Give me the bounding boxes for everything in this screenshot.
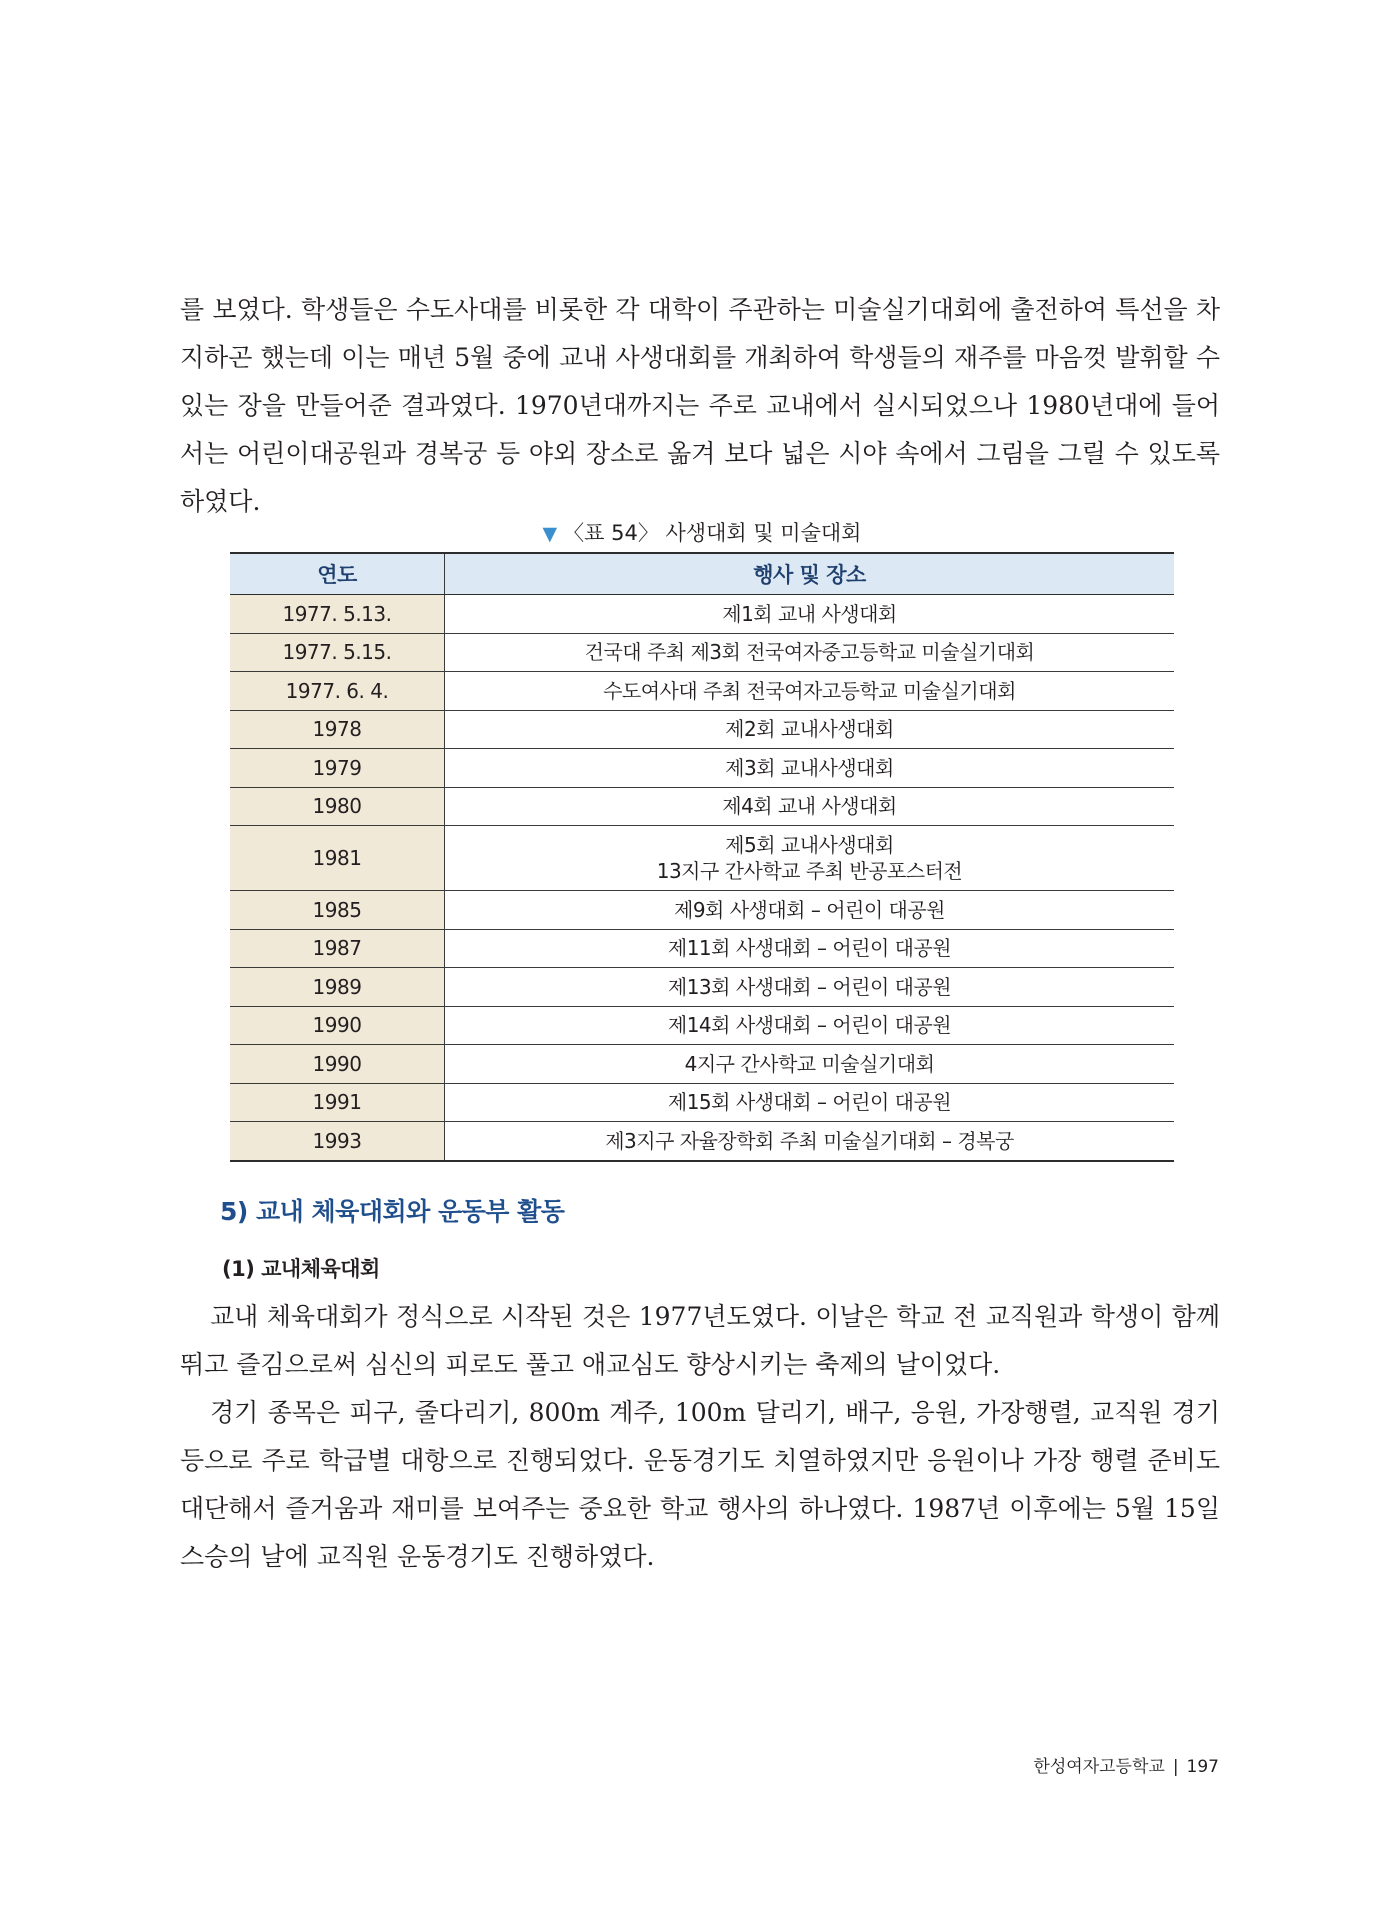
row-year: 1977. 5.15. bbox=[230, 633, 445, 672]
body-paragraph-2: 경기 종목은 피구, 줄다리기, 800m 계주, 100m 달리기, 배구, 응원, 가장행렬, 교직원 경기 등으로 주로 학급별 대항으로 진행되었다. 운동경기도 치열하였지만 응원이나 가장 행렬 준비도 대단해서 즐거움과 재미를 보여주는 중요한 학교 행사의 하나였다. 1987년 이후에는 5월 15일 스승의 날에 교직원 운동경기도 진행하였다. bbox=[180, 1398, 1220, 1571]
event-line: 수도여사대 주최 전국여자고등학교 미술실기대회 bbox=[603, 678, 1016, 703]
table-body bbox=[230, 595, 1174, 1161]
row-event bbox=[445, 787, 1175, 826]
row-event bbox=[445, 672, 1175, 711]
page-number: 197 bbox=[1186, 1757, 1219, 1777]
row-year: 1990 bbox=[230, 1006, 445, 1045]
footer-school-name: 한성여자고등학교 bbox=[1033, 1757, 1165, 1777]
table-row bbox=[230, 1006, 1174, 1045]
sub-heading: (1) 교내체육대회 bbox=[222, 1257, 380, 1281]
row-event bbox=[445, 929, 1175, 968]
table-row bbox=[230, 595, 1174, 634]
row-event bbox=[445, 1045, 1175, 1084]
event-line: 4지구 간사학교 미술실기대회 bbox=[684, 1051, 935, 1076]
table-row bbox=[230, 749, 1174, 788]
section-heading: 5) 교내 체육대회와 운동부 활동 bbox=[220, 1197, 565, 1226]
row-year: 1991 bbox=[230, 1083, 445, 1122]
row-event bbox=[445, 968, 1175, 1007]
event-line: 제4회 교내 사생대회 bbox=[722, 794, 897, 819]
row-event bbox=[445, 595, 1175, 634]
row-year: 1989 bbox=[230, 968, 445, 1007]
row-year: 1979 bbox=[230, 749, 445, 788]
row-year: 1993 bbox=[230, 1122, 445, 1161]
table-row bbox=[230, 787, 1174, 826]
table-row bbox=[230, 929, 1174, 968]
row-event bbox=[445, 1006, 1175, 1045]
table-row bbox=[230, 710, 1174, 749]
row-event bbox=[445, 633, 1175, 672]
body-paragraph-1: 교내 체육대회가 정식으로 시작된 것은 1977년도였다. 이날은 학교 전 교직원과 학생이 함께 뛰고 즐김으로써 심신의 피로도 풀고 애교심도 향상시키는 축제의 날이었다. bbox=[180, 1302, 1220, 1379]
row-year: 1981 bbox=[230, 826, 445, 891]
event-line: 제14회 사생대회 – 어린이 대공원 bbox=[667, 1013, 952, 1038]
event-line: 건국대 주최 제3회 전국여자중고등학교 미술실기대회 bbox=[584, 640, 1035, 665]
row-event bbox=[445, 1083, 1175, 1122]
event-line: 제3지구 자율장학회 주최 미술실기대회 – 경복궁 bbox=[605, 1128, 1014, 1153]
event-line: 제1회 교내 사생대회 bbox=[722, 601, 897, 626]
table-caption bbox=[230, 516, 1174, 550]
event-line: 제13회 사생대회 – 어린이 대공원 bbox=[667, 974, 952, 999]
row-year: 1985 bbox=[230, 891, 445, 930]
triangle-down-icon: ▼ bbox=[542, 523, 558, 545]
row-year: 1977. 6. 4. bbox=[230, 672, 445, 711]
row-event bbox=[445, 1122, 1175, 1161]
header-event: 행사 및 장소 bbox=[445, 553, 1175, 595]
row-event bbox=[445, 710, 1175, 749]
table-row bbox=[230, 1122, 1174, 1161]
event-line: 13지구 간사학교 주최 반공포스터전 bbox=[656, 859, 963, 883]
intro-paragraph: 를 보였다. 학생들은 수도사대를 비롯한 각 대학이 주관하는 미술실기대회에 출전하여 특선을 차지하곤 했는데 이는 매년 5월 중에 교내 사생대회를 개최하여 학생들의 재주를 마음껏 발휘할 수 있는 장을 만들어준 결과였다. 1970년대까지는 주로 교내에서 실시되었으나 1980년대에 들어서는 어린이대공원과 경복궁 등 야외 장소로 옮겨 보다 넓은 시야 속에서 그림을 그릴 수 있도록 하였다. bbox=[180, 295, 1220, 516]
event-line: 제9회 사생대회 – 어린이 대공원 bbox=[674, 897, 945, 922]
row-year: 1987 bbox=[230, 929, 445, 968]
table-row bbox=[230, 672, 1174, 711]
row-year: 1977. 5.13. bbox=[230, 595, 445, 634]
table-row bbox=[230, 633, 1174, 672]
event-line: 제2회 교내사생대회 bbox=[725, 717, 894, 742]
event-line: 제11회 사생대회 – 어린이 대공원 bbox=[667, 936, 952, 961]
table-row bbox=[230, 826, 1174, 891]
row-year: 1978 bbox=[230, 710, 445, 749]
table-row bbox=[230, 891, 1174, 930]
header-year: 연도 bbox=[230, 553, 445, 595]
row-year: 1990 bbox=[230, 1045, 445, 1084]
table-row bbox=[230, 1083, 1174, 1122]
table-row bbox=[230, 968, 1174, 1007]
table-header-row bbox=[230, 553, 1174, 595]
table-caption-text: 〈표 54〉 사생대회 및 미술대회 bbox=[563, 521, 862, 545]
footer-separator: | bbox=[1172, 1757, 1179, 1777]
event-line: 제5회 교내사생대회 bbox=[725, 833, 894, 857]
row-event bbox=[445, 749, 1175, 788]
row-year: 1980 bbox=[230, 787, 445, 826]
page-footer bbox=[1033, 1752, 1219, 1777]
event-line: 제15회 사생대회 – 어린이 대공원 bbox=[667, 1090, 952, 1115]
event-line: 제3회 교내사생대회 bbox=[725, 755, 894, 780]
row-event bbox=[445, 891, 1175, 930]
table-row bbox=[230, 1045, 1174, 1084]
events-table bbox=[230, 552, 1174, 1162]
row-event bbox=[445, 826, 1175, 891]
